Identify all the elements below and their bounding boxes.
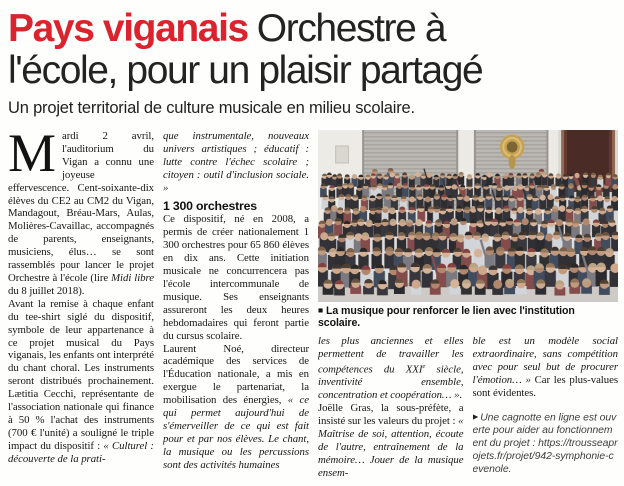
text-run: les plus anciennes et elles permettent de travailler les compétences du XXI bbox=[318, 335, 464, 376]
text-run: Joëlle Gras, la sous-préfète, a insisté sur les valeurs du projet : bbox=[318, 402, 464, 428]
text-run: ble est un modèle social extraordinaire, sans compétition avec pour seul but de procurer l'émotion… » bbox=[472, 335, 618, 386]
article-header bbox=[8, 8, 618, 118]
paragraph bbox=[163, 343, 309, 472]
drop-cap: M bbox=[8, 130, 56, 183]
text-run: Avant la remise à chaque enfant du tee-shirt siglé du dispositif, symbole de leur appartenance à ce projet musical du Pays viganais, les enfants ont interprété du chant choral. Les instruments seront distribués prochainement. Lætitia Cecchi, représentante de l'association nationale qui finance à 50 % l'achat des instruments (700 € l'unité) a souligné le triple impact du dispositif : bbox=[8, 297, 154, 452]
note-arrow-icon: ▶ bbox=[472, 411, 479, 421]
paragraph bbox=[163, 130, 309, 195]
paragraph bbox=[163, 213, 309, 342]
paragraph bbox=[8, 130, 154, 298]
headline bbox=[8, 8, 618, 92]
text-run: e bbox=[422, 362, 426, 370]
headline-title-line1: Orchestre à bbox=[256, 7, 446, 50]
article-body bbox=[8, 130, 618, 477]
text-run: siècle, inventivité ensemble, concentration et coopération… ». bbox=[318, 363, 464, 402]
text-run: du 8 juillet 2018). bbox=[8, 284, 85, 297]
text-run: ardi 2 avril, l'auditorium du Vigan a connu une joyeuse effervescence. Cent-soixante-dix élèves du CE2 au CM2 du Vigan, Mandagout, Bréau-Mars, Aulas, Molières-Cavaillac, accompagnés de parents, enseignants, musiciens, élus… se sont rassemblés pour lancer le projet Orchestre à l'école (lire bbox=[8, 130, 154, 284]
orchestra-group-photo bbox=[318, 130, 618, 302]
photo-caption-text: La musique pour renforcer le lien avec l'institution scolaire. bbox=[318, 305, 575, 329]
article-subcolumns bbox=[318, 335, 618, 477]
article-column-3 bbox=[318, 335, 464, 477]
article-column-1 bbox=[8, 130, 154, 477]
text-run: Une cagnotte en ligne est ouverte pour aider au fonctionnement du projet : https://trousseaprojets.fr/projet/942-symphonie-cevenole. bbox=[472, 412, 618, 476]
headline-title-line2: l'école, pour un plaisir partagé bbox=[8, 49, 483, 92]
text-run: Laurent Noé, directeur académique des services de l'Éducation nationale, a mis en exergue le partenariat, la mobilisation des énergies, bbox=[163, 342, 309, 407]
headline-kicker: Pays viganais bbox=[8, 7, 248, 50]
text-run: Ce dispositif, né en 2008, a permis de créer nationalement 1 300 orchestres pour 65 860 élèves en dix ans. Cette initiation musicale ne concurrencera pas l'école intercommunale de musique. Ses enseignants assureront les deux heures hebdomadaires qui feront partie du cursus scolaire. bbox=[163, 213, 309, 342]
paragraph bbox=[318, 335, 464, 402]
text-run: « ce qui permet aujourd'hui de s'émerveiller de ce qui est fait pour et par nos élèves. Le chant, la musique ou les percussions sont des activités humaines bbox=[163, 394, 309, 471]
photo-caption bbox=[318, 305, 618, 329]
article-right-section bbox=[318, 130, 618, 477]
text-run: Car les plus-values sont évidentes. bbox=[472, 373, 618, 399]
subhead: Un projet territorial de culture musicale en milieu scolaire. bbox=[8, 99, 415, 117]
article-column-2 bbox=[163, 130, 309, 477]
text-run: « Culturel : découverte de la prati- bbox=[8, 439, 154, 465]
article-column-4 bbox=[473, 335, 619, 477]
text-run: que instrumentale, nouveaux univers artistiques ; éducatif : lutte contre l'échec scolaire ; citoyen : outil d'inclusion sociale. » bbox=[163, 130, 309, 194]
paragraph bbox=[473, 335, 619, 400]
text-run: Midi libre bbox=[111, 271, 154, 284]
paragraph bbox=[8, 298, 154, 466]
caption-square-icon: ■ bbox=[318, 305, 324, 315]
article-photo bbox=[318, 130, 618, 302]
section-heading bbox=[163, 200, 309, 213]
paragraph bbox=[318, 402, 464, 477]
footnote bbox=[473, 410, 619, 477]
text-run: « Maîtrise de soi, attention, écoute de l'autre, entraînement de la mémoire… Jouer de la musique ensem- bbox=[318, 415, 464, 477]
text-run: 1 300 orchestres bbox=[163, 198, 257, 213]
